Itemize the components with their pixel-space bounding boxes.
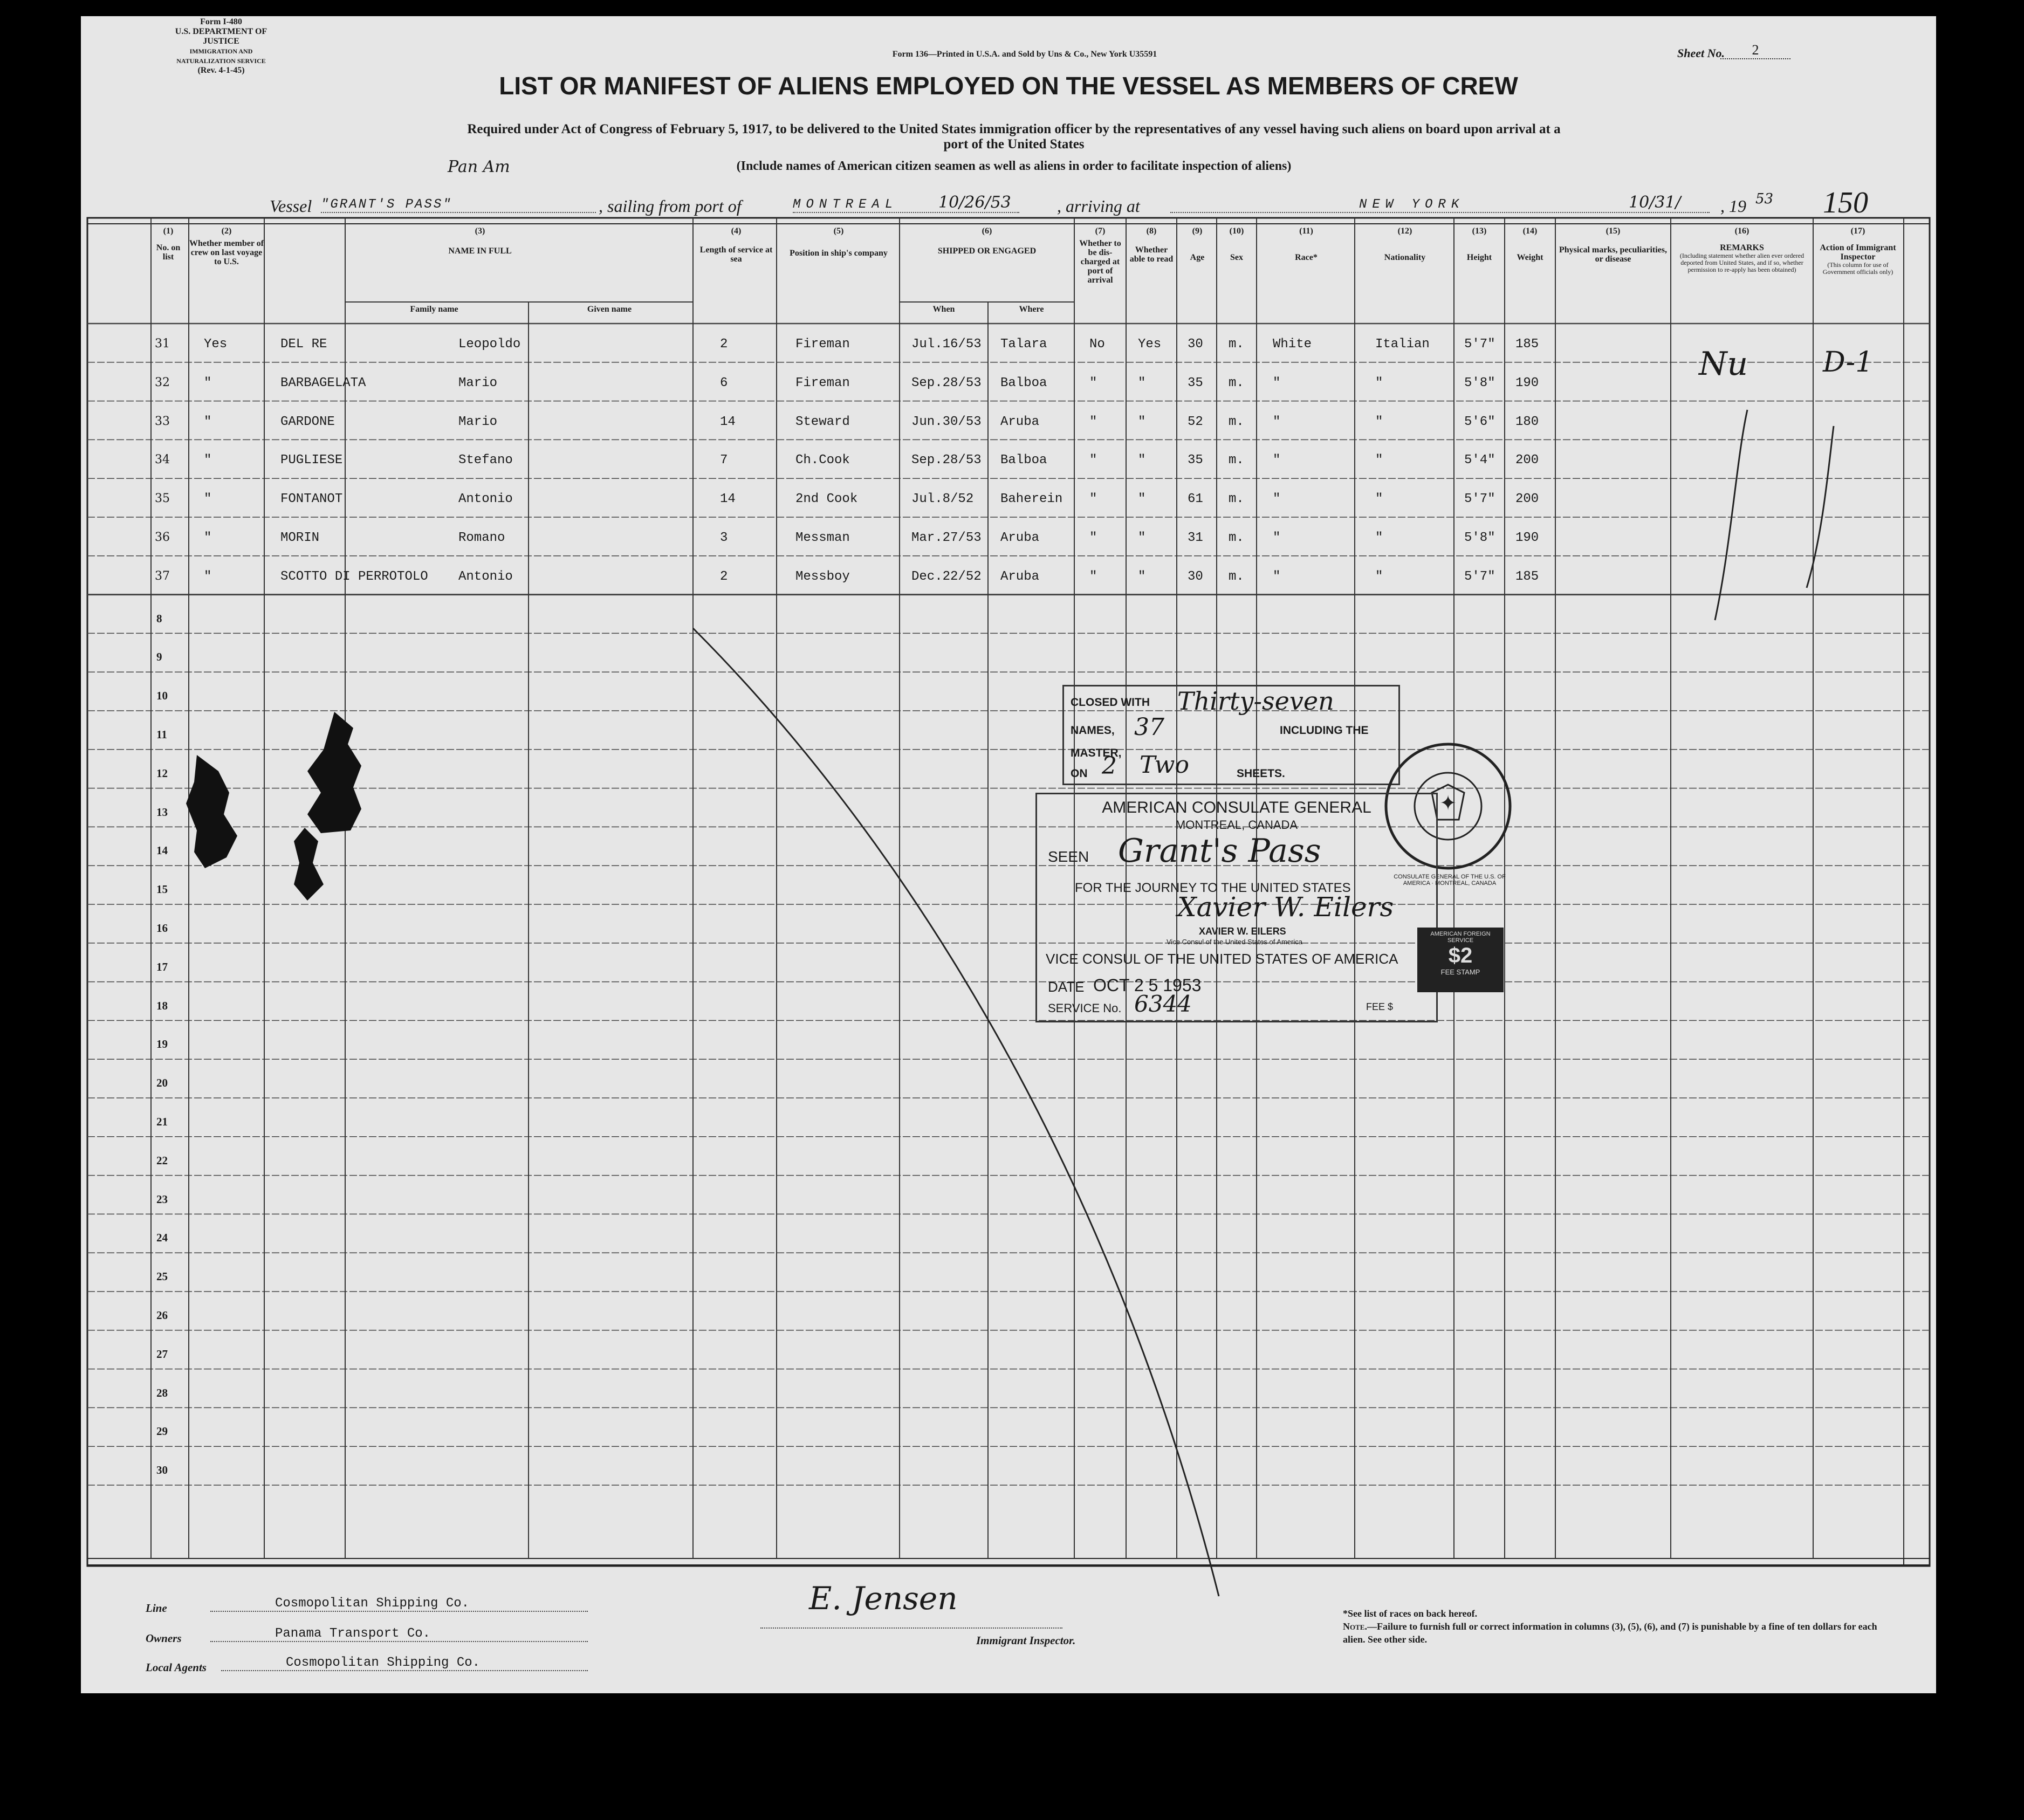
discharged: " [1089, 569, 1097, 584]
row-number: 36 [155, 531, 170, 544]
header-age: (9) Age [1190, 226, 1205, 262]
empty-row-number: 14 [156, 844, 168, 857]
shipped-where: Talara [1000, 337, 1047, 352]
sheet-number: 2 [1720, 42, 1790, 59]
age: 31 [1188, 531, 1203, 545]
given-name: Stefano [458, 453, 513, 468]
race: " [1273, 492, 1281, 507]
header-able-to-read: (8) Whether able to read [1129, 226, 1174, 264]
header-no-on-list: (1) No. on list [156, 226, 181, 262]
consulate-line1: AMERICAN CONSULATE GENERAL [1102, 799, 1371, 816]
empty-row-number: 29 [156, 1425, 168, 1438]
stamp-date: OCT 2 5 1953 [1093, 976, 1202, 995]
able-to-read: " [1138, 492, 1146, 507]
agents-field [221, 1656, 588, 1671]
race: " [1273, 569, 1281, 584]
sex: m. [1229, 414, 1244, 429]
empty-row-number: 23 [156, 1192, 168, 1206]
last-voyage: " [204, 453, 212, 468]
able-to-read: " [1138, 375, 1146, 390]
empty-row-number: 18 [156, 999, 168, 1012]
svg-text:✦: ✦ [1439, 791, 1457, 815]
closed-count: 37 [1134, 713, 1164, 741]
shipped-when: Sep.28/53 [911, 453, 982, 468]
race: " [1273, 453, 1281, 468]
port-from: MONTREAL [793, 197, 1019, 213]
race: " [1273, 375, 1281, 390]
inspector-label: Immigrant Inspector. [976, 1634, 1076, 1647]
row-number: 37 [155, 569, 170, 583]
able-to-read: " [1138, 531, 1146, 545]
row-number: 32 [155, 375, 170, 389]
discharged: No [1089, 337, 1105, 352]
empty-row-number: 26 [156, 1309, 168, 1322]
height: 5'7" [1464, 337, 1495, 352]
service-no: 6344 [1134, 991, 1192, 1017]
revision: (Rev. 4-1-45) [197, 66, 245, 75]
service-name: IMMIGRATION AND NATURALIZATION SERVICE [176, 47, 266, 65]
shipped-when: Dec.22/52 [911, 569, 982, 584]
height: 5'8" [1464, 375, 1495, 390]
remarks-note: (Including statement whether alien ever ordered deported from United States, and if so, whether permission to re-apply has been obtained) [1679, 252, 1805, 273]
agents-value: Cosmopolitan Shipping Co. [286, 1656, 481, 1670]
consul-title-small: Vice Consul of the United States of America [1167, 938, 1302, 946]
department: U.S. DEPARTMENT OF JUSTICE [175, 27, 267, 46]
agents-label: Local Agents [146, 1661, 207, 1674]
header-height: (13) Height [1466, 226, 1492, 262]
able-to-read: " [1138, 569, 1146, 584]
age: 30 [1188, 337, 1203, 352]
empty-row-number: 11 [156, 728, 167, 741]
closed-count-words: Thirty-seven [1177, 686, 1334, 716]
header-physical-marks: (15) Physical marks, peculiarities, or disease [1559, 226, 1667, 264]
shipped-when: Jul.16/53 [911, 337, 982, 352]
position: Messboy [795, 569, 850, 584]
service-length: 14 [720, 414, 736, 429]
able-to-read: " [1138, 453, 1146, 468]
given-name: Leopoldo [458, 337, 521, 352]
subtitle-3: (Include names of American citizen seamen as well as aliens in order to facilitate inspection of aliens) [736, 159, 1292, 173]
shipped-where: Aruba [1000, 414, 1040, 429]
weight: 200 [1515, 453, 1539, 468]
owners-field [210, 1626, 588, 1642]
subtitle-1: Required under Act of Congress of February 5, 1917, to be delivered to the United States immigration officer by the representatives of any vessel having such aliens on board upon arrival at a [467, 122, 1561, 136]
shipped-where: Baherein [1000, 492, 1063, 507]
handwritten-annotation: Pan Am [448, 157, 510, 176]
age: 35 [1188, 375, 1203, 390]
header-where: Where [1019, 305, 1044, 314]
sex: m. [1229, 453, 1244, 468]
discharged: " [1089, 375, 1097, 390]
service-length: 2 [720, 569, 728, 584]
given-name: Romano [458, 531, 505, 545]
shipped-when: Jul.8/52 [911, 492, 974, 507]
weight: 190 [1515, 375, 1539, 390]
year-prefix: , 19 [1720, 196, 1746, 216]
subtitle-2: port of the United States [943, 137, 1085, 152]
weight: 185 [1515, 569, 1539, 584]
arriving-label: , arriving at [1057, 196, 1140, 216]
seal-text: CONSULATE GENERAL OF THE U.S. OF AMERICA · MONTREAL, CANADA [1394, 874, 1506, 887]
fee-stamp-top: AMERICAN FOREIGN SERVICE [1430, 931, 1491, 944]
names-label: NAMES, [1071, 724, 1115, 737]
shipped-when: Jun.30/53 [911, 414, 982, 429]
shipped-where: Balboa [1000, 375, 1047, 390]
closed-with-stamp [1062, 685, 1400, 785]
header-name-in-full: (3) NAME IN FULL [448, 226, 512, 256]
position: Messman [795, 531, 850, 545]
service-no-label: SERVICE No. [1048, 1001, 1122, 1015]
weight: 180 [1515, 414, 1539, 429]
fee-stamp [1417, 928, 1504, 992]
action-handwriting: D-1 [1823, 346, 1874, 379]
sex: m. [1229, 375, 1244, 390]
age: 30 [1188, 569, 1203, 584]
nationality: " [1375, 414, 1383, 429]
sheets-number: 2 [1102, 752, 1117, 780]
races-note: *See list of races on back hereof. [1343, 1608, 1478, 1619]
empty-row-number: 16 [156, 922, 168, 935]
age: 61 [1188, 492, 1203, 507]
family-name: MORIN [280, 531, 320, 545]
depart-date: 10/26/53 [938, 193, 1011, 212]
fee-stamp-bottom: FEE STAMP [1440, 968, 1480, 976]
header-remarks: (16) REMARKS (Including statement whether alien ever ordered deported from United States, and if so, whether permission to re-apply has been obtained) [1672, 226, 1812, 273]
vice-consul-label: VICE CONSUL OF THE UNITED STATES OF AMERICA [1046, 951, 1398, 967]
sex: m. [1229, 531, 1244, 545]
height: 5'7" [1464, 492, 1495, 507]
position: Fireman [795, 375, 850, 390]
nationality: " [1375, 492, 1383, 507]
sex: m. [1229, 569, 1244, 584]
sheets-label: SHEETS. [1237, 767, 1285, 780]
empty-row-number: 8 [156, 612, 162, 625]
weight: 200 [1515, 492, 1539, 507]
table-grid [81, 16, 1936, 1693]
printer-note: Form 136—Printed in U.S.A. and Sold by Uns & Co., New York U35591 [892, 50, 1157, 59]
last-voyage: Yes [204, 337, 228, 352]
shipped-where: Balboa [1000, 453, 1047, 468]
service-length: 7 [720, 453, 728, 468]
last-voyage: " [204, 375, 212, 390]
age: 35 [1188, 453, 1203, 468]
race: " [1273, 531, 1281, 545]
row-number: 33 [155, 414, 170, 428]
empty-row-number: 20 [156, 1076, 168, 1090]
header-family-name: Family name [410, 305, 458, 314]
header-position: (5) Position in ship's company [790, 226, 888, 258]
line-value: Cosmopolitan Shipping Co. [275, 1596, 470, 1611]
family-name: PUGLIESE [280, 453, 343, 468]
able-to-read: Yes [1138, 337, 1162, 352]
empty-row-number: 25 [156, 1270, 168, 1283]
last-voyage: " [204, 531, 212, 545]
sex: m. [1229, 337, 1244, 352]
family-name: FONTANOT [280, 492, 343, 507]
fee-stamp-value: $2 [1448, 944, 1473, 967]
header-weight: (14) Weight [1517, 226, 1543, 262]
empty-row-number: 30 [156, 1464, 168, 1477]
manifest-sheet [81, 16, 1936, 1693]
empty-row-number: 28 [156, 1386, 168, 1399]
consulate-line2: MONTREAL, CANADA [1175, 818, 1298, 832]
service-length: 3 [720, 531, 728, 545]
nationality: " [1375, 531, 1383, 545]
arrive-date: 10/31/ [1629, 193, 1681, 212]
race: White [1273, 337, 1312, 352]
able-to-read: " [1138, 414, 1146, 429]
last-voyage: " [204, 414, 212, 429]
family-name: SCOTTO DI PERROTOLO [280, 569, 428, 584]
position: 2nd Cook [795, 492, 858, 507]
height: 5'8" [1464, 531, 1495, 545]
header-sex: (10) Sex [1229, 226, 1244, 262]
shipped-when: Sep.28/53 [911, 375, 982, 390]
given-name: Mario [458, 414, 498, 429]
family-name: BARBAGELATA [280, 375, 366, 390]
header-action-inspector: (17) Action of Immigrant Inspector (This column for use of Government officials only) [1815, 226, 1901, 276]
nationality: " [1375, 453, 1383, 468]
seen-vessel: Grant's Pass [1118, 832, 1321, 870]
last-voyage: " [204, 569, 212, 584]
height: 5'4" [1464, 453, 1495, 468]
shipped-where: Aruba [1000, 569, 1040, 584]
vessel-name: "GRANT'S PASS" [321, 197, 596, 213]
last-voyage: " [204, 492, 212, 507]
including-label: INCLUDING THE [1280, 724, 1369, 737]
header-discharged: (7) Whether to be dis-charged at port of arrival [1079, 226, 1121, 285]
service-length: 6 [720, 375, 728, 390]
note-label: Note. [1343, 1621, 1367, 1632]
empty-row-number: 12 [156, 766, 168, 780]
sailing-label: , sailing from port of [599, 196, 742, 216]
consul-signature: Xavier W. Eilers [1177, 891, 1394, 923]
shipped-where: Aruba [1000, 531, 1040, 545]
page-stamp-number: 150 [1823, 186, 1868, 219]
nationality: " [1375, 375, 1383, 390]
discharged: " [1089, 414, 1097, 429]
port-to: NEW YORK [1170, 197, 1710, 213]
header-given-name: Given name [587, 305, 632, 314]
position: Fireman [795, 337, 850, 352]
date-label: DATE [1048, 979, 1085, 995]
empty-row-number: 15 [156, 883, 168, 896]
form-title: LIST OR MANIFEST OF ALIENS EMPLOYED ON THE VESSEL AS MEMBERS OF CREW [499, 72, 1518, 100]
fee-label: FEE $ [1366, 1001, 1394, 1012]
service-length: 2 [720, 337, 728, 352]
year: 53 [1755, 191, 1774, 207]
header-length-service: (4) Length of service at sea [699, 226, 773, 264]
empty-row-number: 9 [156, 650, 162, 664]
header-nationality: (12) Nationality [1384, 226, 1426, 262]
discharged: " [1089, 492, 1097, 507]
discharged: " [1089, 531, 1097, 545]
inspector-line [760, 1627, 1062, 1629]
age: 52 [1188, 414, 1203, 429]
empty-row-number: 17 [156, 960, 168, 973]
consulate-stamp [1035, 793, 1438, 1022]
height: 5'7" [1464, 569, 1495, 584]
given-name: Antonio [458, 492, 513, 507]
empty-row-number: 24 [156, 1231, 168, 1245]
discharged: " [1089, 453, 1097, 468]
position: Ch.Cook [795, 453, 850, 468]
nationality: " [1375, 569, 1383, 584]
empty-row-number: 22 [156, 1153, 168, 1167]
sex: m. [1229, 492, 1244, 507]
row-number: 35 [155, 492, 170, 506]
service-length: 14 [720, 492, 736, 507]
row-number: 34 [155, 453, 170, 467]
sheet-label: Sheet No. [1677, 46, 1725, 60]
on-label: ON [1071, 767, 1088, 780]
line-field [210, 1596, 588, 1612]
empty-row-number: 21 [156, 1115, 168, 1128]
footer-notes [1343, 1607, 1882, 1646]
form-number: Form I-480 [200, 17, 242, 26]
inspector-signature: E. Jensen [809, 1580, 958, 1617]
header-member-last-voyage: (2) Whether member of crew on last voyage to U.S. [189, 226, 264, 266]
journey-label: FOR THE JOURNEY TO THE UNITED STATES [1075, 881, 1351, 895]
nationality: Italian [1375, 337, 1430, 352]
seen-label: SEEN [1048, 848, 1089, 865]
row-number: 31 [155, 337, 170, 351]
shipped-when: Mar.27/53 [911, 531, 982, 545]
empty-row-number: 10 [156, 689, 168, 703]
owners-label: Owners [146, 1632, 182, 1645]
sheets-words: Two [1140, 751, 1189, 779]
empty-row-number: 19 [156, 1038, 168, 1051]
line-label: Line [146, 1602, 167, 1615]
position: Steward [795, 414, 850, 429]
closed-with-label: CLOSED WITH [1071, 696, 1150, 709]
family-name: DEL RE [280, 337, 327, 352]
empty-row-number: 27 [156, 1347, 168, 1361]
owners-value: Panama Transport Co. [275, 1626, 431, 1641]
master-label: MASTER, [1071, 747, 1122, 759]
weight: 185 [1515, 337, 1539, 352]
note-text: —Failure to furnish full or correct information in columns (3), (5), (6), and (7) is punishable by a fine of ten dollars for each alien. See other side. [1343, 1621, 1877, 1645]
empty-row-number: 13 [156, 805, 168, 819]
given-name: Mario [458, 375, 498, 390]
header-shipped-engaged: (6) SHIPPED OR ENGAGED [937, 226, 1037, 256]
race: " [1273, 414, 1281, 429]
header-race: (11) Race* [1295, 226, 1318, 262]
header-when: When [932, 305, 955, 314]
given-name: Antonio [458, 569, 513, 584]
action-note: (This column for use of Government officials only) [1822, 261, 1893, 276]
weight: 190 [1515, 531, 1539, 545]
height: 5'6" [1464, 414, 1495, 429]
family-name: GARDONE [280, 414, 335, 429]
footer-left [146, 1580, 631, 1677]
remarks-handwriting: Nu [1699, 345, 1748, 383]
consul-name: XAVIER W. EILERS [1199, 926, 1286, 937]
vessel-label: Vessel [270, 196, 312, 216]
